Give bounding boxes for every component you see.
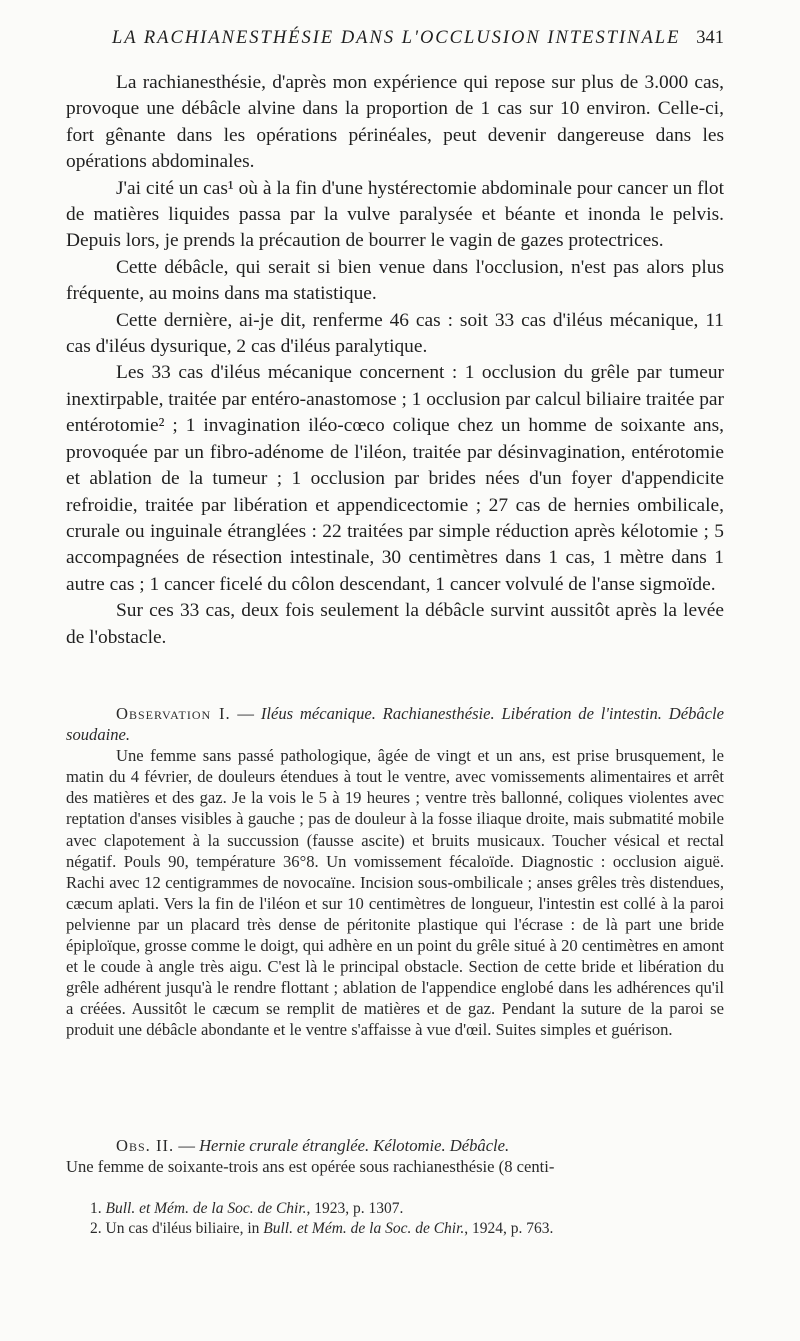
observation-heading: [66, 703, 724, 745]
paragraph: Cette débâcle, qui serait si bien venue dans l'occlusion, n'est pas alors plus fréquente, au moins dans ma statistique.: [66, 256, 724, 305]
page-number: 341: [696, 28, 724, 48]
footnote-citation: , 1923, p. 1307.: [306, 1200, 404, 1217]
paragraph: J'ai cité un cas¹ où à la fin d'une hystérectomie abdominale pour cancer un flot de matières liquides passa par la vulve paralysée et béante et inonda le pelvis. Depuis lors, je prends la précaution de bourrer le vagin de gazes protectrices.: [66, 177, 724, 252]
observation-dash: —: [230, 704, 261, 723]
footnote-text: Un cas d'iléus biliaire, in: [101, 1220, 264, 1237]
footnote-number: 1.: [90, 1200, 102, 1217]
paragraph: La rachianesthésie, d'après mon expérience qui repose sur plus de 3.000 cas, provoque une débâcle alvine dans la proportion de 1 cas sur 10 environ. Celle-ci, fort gênante dans les opérations périnéales, peut devenir dangereuse dans les opérations abdominales.: [66, 72, 724, 173]
paragraph: Les 33 cas d'iléus mécanique concernent : 1 occlusion du grêle par tumeur inextirpable, traitée par entéro-anastomose ; 1 occlusion par calcul biliaire traitée par entérotomie² ; 1 invagination iléo-cœco colique chez un homme de soixante ans, provoquée par un fibro-adénome de l'iléon, traitée par désinvagination, entérotomie et ablation de la tumeur ; 1 occlusion par brides nées d'un foyer d'appendicite refroidie, traitée par libération et appendicectomie ; 27 cas de hernies ombilicale, crurale ou inguinale étranglées : 22 traitées par simple réduction après kélotomie ; 5 accompagnées de résection intestinale, 30 centimètres dans 1 cas, 1 mètre dans 1 autre cas ; 1 cancer ficelé du côlon descendant, 1 cancer volvulé de l'anse sigmoïde.: [66, 362, 724, 595]
footnote-2: [90, 1219, 730, 1239]
observation-text: Une femme de soixante-trois ans est opérée sous rachianesthésie (8 centi-: [66, 1157, 555, 1177]
running-title: LA RACHIANESTHÉSIE DANS L'OCCLUSION INTESTINALE: [112, 28, 681, 48]
paragraph: Sur ces 33 cas, deux fois seulement la débâcle survint aussitôt après la levée de l'obstacle.: [66, 600, 724, 648]
observation-dash: —: [174, 1136, 200, 1155]
running-header: [112, 28, 724, 49]
observation-2: [66, 1135, 724, 1177]
footnote-journal: Bull. et Mém. de la Soc. de Chir.: [263, 1220, 465, 1237]
observation-title: Hernie crurale étranglée. Kélotomie. Débâcle.: [199, 1136, 510, 1155]
footnote-number: 2.: [90, 1220, 102, 1237]
observation-label: Observation I.: [116, 704, 231, 723]
footnote-1: [90, 1199, 730, 1219]
observation-label: Obs. II.: [116, 1136, 175, 1155]
observation-text: Une femme sans passé pathologique, âgée de vingt et un ans, est prise brusquement, le matin du 4 février, de douleurs étendues à tout le ventre, avec vomissements alimentaires et arrêt des matières et des gaz. Je la vois le 5 à 19 heures ; ventre très ballonné, coliques violentes avec reptation d'anses visibles à gauche ; pas de douleur à la fosse iliaque droite, mais submatité mobile avec clapotement à la succussion (fausse ascite) et bruits musicaux. Toucher vésical et rectal négatif. Pouls 90, température 36°8. Un vomissement fécaloïde. Diagnostic : occlusion aiguë. Rachi avec 12 centigrammes de novocaïne. Incision sous-ombilicale ; anses grêles très distendues, cæcum aplati. Vers la fin de l'iléon et sur 10 centimètres de longueur, l'intestin est collé à la paroi pelvienne par un placard très dense de péritonite plastique qui l'écrase : de là part une bride épiploïque, grosse comme le doigt, qui adhère en un point du grêle situé à 20 centimètres en amont et le coude à angle très aigu. C'est là le principal obstacle. Section de cette bride et libération du grêle adhérent jusqu'à le rendre flottant ; ablation de l'appendice englobé dans les adhérences qu'il a créées. Aussitôt le cæcum se remplit de matières et de gaz. Pendant la suture de la paroi se produit une débâcle abondante et le ventre s'affaisse à vue d'œil. Suites simples et guérison.: [66, 746, 724, 1040]
observation-heading: [66, 1135, 724, 1156]
observation-1: [66, 703, 724, 1041]
footnote-citation: , 1924, p. 763.: [464, 1220, 554, 1237]
main-text: [66, 70, 724, 651]
observation-title: Iléus mécanique. Rachianesthésie. Libération de l'intestin. Débâcle soudaine.: [66, 704, 725, 745]
footnote-journal: Bull. et Mém. de la Soc. de Chir.: [105, 1200, 307, 1217]
paragraph: Cette dernière, ai-je dit, renferme 46 cas : soit 33 cas d'iléus mécanique, 11 cas d'iléus dysurique, 2 cas d'iléus paralytique.: [66, 309, 724, 358]
